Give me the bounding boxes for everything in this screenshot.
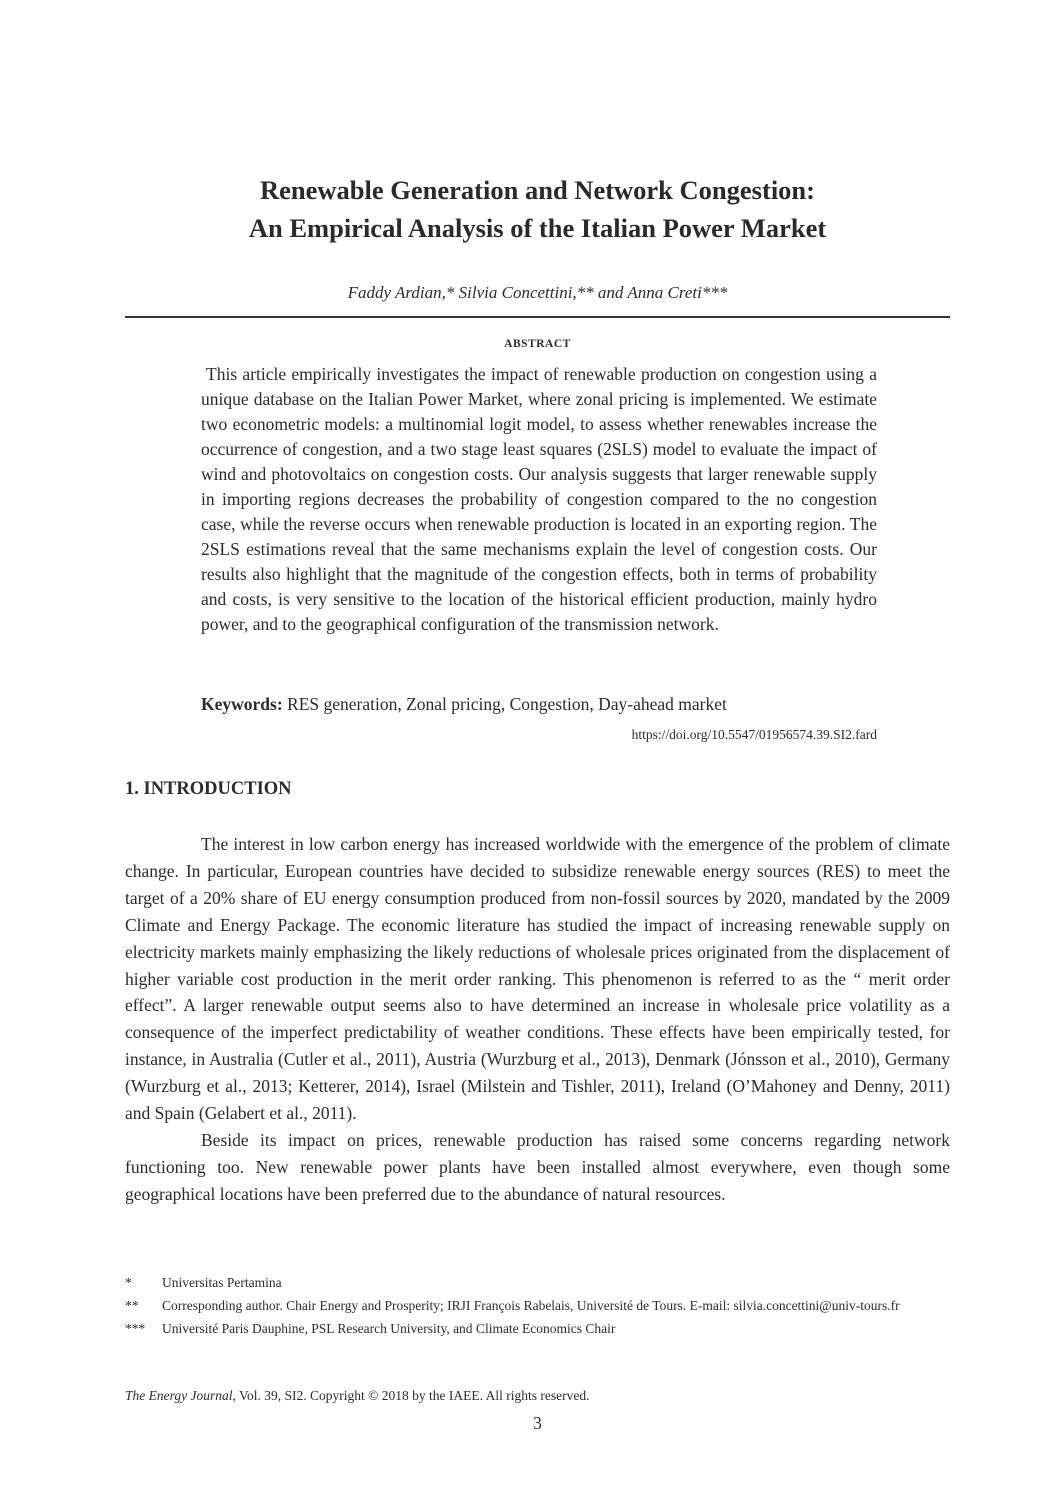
- keywords: [201, 692, 877, 717]
- journal-details: , Vol. 39, SI2. Copyright © 2018 by the IAEE. All rights reserved.: [232, 1388, 590, 1403]
- body-paragraph: The interest in low carbon energy has increased worldwide with the emergence of the problem of climate change. In particular, European countries have decided to subsidize renewable energy sources (RES) to meet the target of a 20% share of EU energy consumption produced from non-fossil sources by 2020, mandated by the 2009 Climate and Energy Package. The economic literature has studied the impact of increasing renewable supply on electricity markets mainly emphasizing the likely reductions of wholesale prices originated from the displacement of higher variable cost production in the merit order ranking. This phenomenon is referred to as the “ merit order effect”. A larger renewable output seems also to have determined an increase in wholesale price volatility as a consequence of the imperfect predictability of weather conditions. These effects have been empirically tested, for instance, in Australia (Cutler et al., 2011), Austria (Wurzburg et al., 2013), Denmark (Jónsson et al., 2010), Germany (Wurzburg et al., 2013; Ketterer, 2014), Israel (Milstein and Tishler, 2011), Ireland (O’Mahoney and Denny, 2011) and Spain (Gelabert et al., 2011).: [125, 834, 950, 1124]
- footnote-mark: **: [125, 1298, 139, 1313]
- footnote-text: Universitas Pertamina: [162, 1275, 282, 1290]
- footnote-mark: ***: [125, 1321, 146, 1336]
- footnote: [125, 1294, 950, 1317]
- footnote-text: Corresponding author. Chair Energy and Prosperity; IRJI François Rabelais, Université de Tours. E-mail: silvia.concettini@univ-tours.fr: [162, 1298, 900, 1313]
- section-heading: 1. INTRODUCTION: [125, 779, 292, 799]
- keywords-list: RES generation, Zonal pricing, Congestion, Day-ahead market: [287, 694, 727, 714]
- header-divider: [125, 316, 950, 318]
- keywords-label: Keywords:: [201, 694, 283, 714]
- title-line-2: An Empirical Analysis of the Italian Power Market: [248, 213, 827, 243]
- title-line-1: Renewable Generation and Network Congestion:: [260, 175, 815, 205]
- footnote: [125, 1271, 950, 1294]
- section-body: [125, 831, 950, 1208]
- abstract-text: This article empirically investigates the impact of renewable production on congestion using a unique database on the Italian Power Market, where zonal pricing is implemented. We estimate two econometric models: a multinomial logit model, to assess whether renewables increase the occurrence of congestion, and a two stage least squares (2SLS) model to evaluate the impact of wind and photovoltaics on congestion costs. Our analysis suggests that larger renewable supply in importing regions decreases the probability of congestion compared to the no congestion case, while the reverse occurs when renewable production is located in an exporting region. The 2SLS estimations reveal that the same mechanisms explain the level of congestion costs. Our results also highlight that the magnitude of the congestion effects, both in terms of probability and costs, is very sensitive to the location of the historical efficient production, mainly hydro power, and to the geographical configuration of the transmission network.: [201, 364, 877, 634]
- authors: Faddy Ardian,* Silvia Concettini,** and Anna Creti***: [347, 283, 728, 302]
- footnote-mark: *: [125, 1275, 132, 1290]
- doi-link[interactable]: https://doi.org/10.5547/01956574.39.SI2.fard: [631, 727, 877, 742]
- abstract-heading: ABSTRACT: [504, 338, 571, 350]
- footnotes: [125, 1271, 950, 1340]
- journal-citation: [125, 1386, 589, 1406]
- page-number: 3: [533, 1413, 542, 1433]
- journal-name: The Energy Journal: [125, 1388, 233, 1403]
- body-paragraph: Beside its impact on prices, renewable production has raised some concerns regarding network functioning too. New renewable power plants have been installed almost everywhere, even though some geographical locations have been preferred due to the abundance of natural resources.: [125, 1129, 950, 1204]
- paper-title: [125, 171, 950, 247]
- footnote-text: Université Paris Dauphine, PSL Research University, and Climate Economics Chair: [162, 1321, 616, 1336]
- footnote: [125, 1317, 950, 1340]
